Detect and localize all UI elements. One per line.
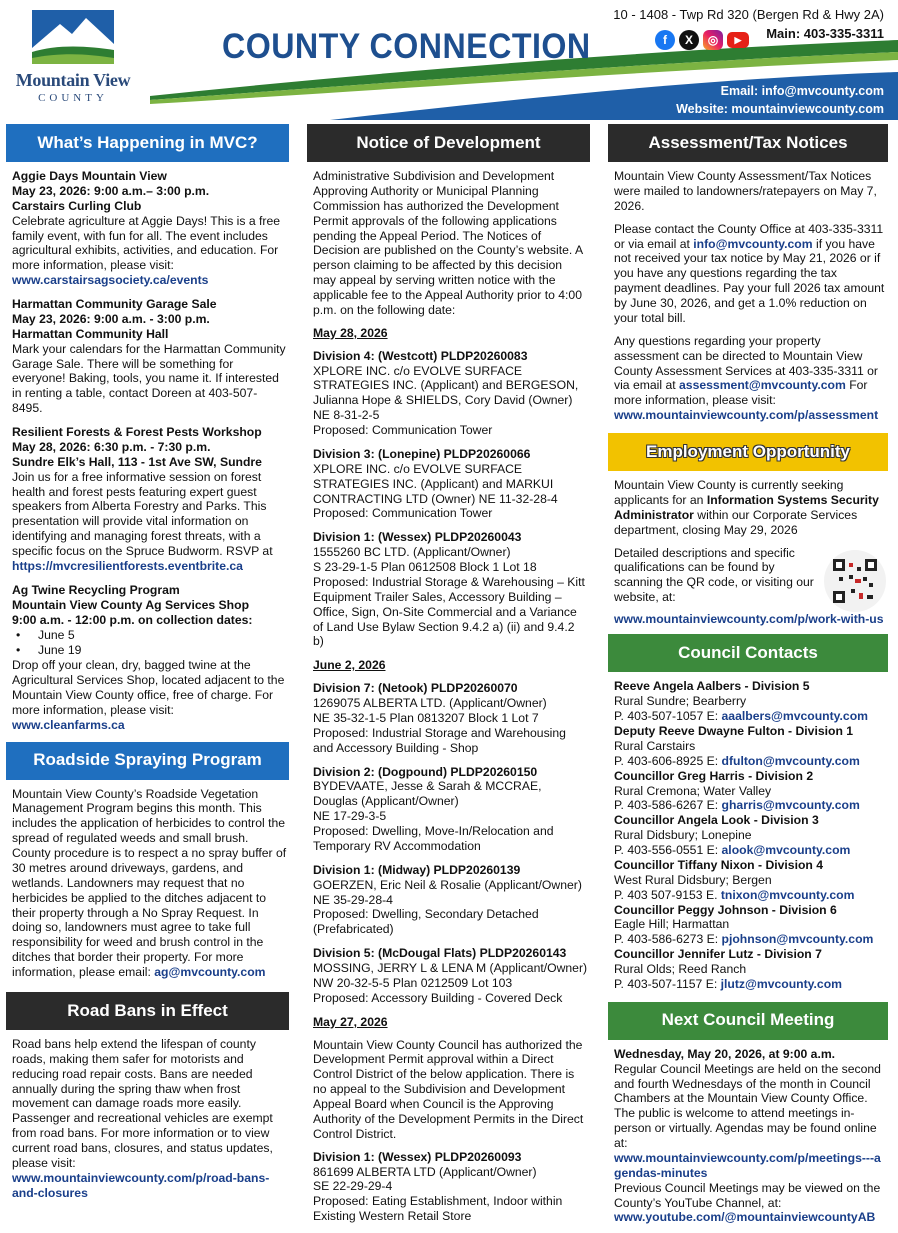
assessment-p2	[614, 222, 886, 326]
event-when: May 28, 2026: 6:30 p.m. - 7:30 p.m.	[12, 439, 211, 454]
council-contact	[614, 813, 886, 858]
instagram-icon[interactable]: ◎	[703, 30, 723, 50]
county-address: 10 - 1408 - Twp Rd 320 (Bergen Rd & Hwy 2A)	[613, 7, 884, 22]
contact-role: Councillor Peggy Johnson - Division 6	[614, 902, 837, 917]
column-middle	[307, 124, 590, 1233]
contact-email[interactable]: gharris@mvcounty.com	[721, 798, 860, 813]
x-icon[interactable]: X	[679, 30, 699, 50]
permit-item	[313, 447, 588, 521]
main-phone: Main: 403-335-3311	[766, 26, 884, 41]
facebook-icon[interactable]: f	[655, 30, 675, 50]
assessment-p3-text-end: For more information, please visit:	[614, 378, 868, 408]
event-name: Harmattan Community Garage Sale	[12, 297, 217, 311]
contact-area: Eagle Hill; Harmattan	[614, 917, 730, 932]
contact-phone: P. 403-606-8925 E:	[614, 753, 719, 768]
contact-line	[614, 888, 886, 903]
direct-control-intro: Mountain View County Council has authorized the Development Permit approval within a Direct Control District of the below application. There is no appeal to the Subdivision and Development Appeal Board when Council is the Approving Authority of the Development Permits in the Direct Control District.	[313, 1037, 584, 1141]
contact-area: Rural Didsbury; Lonepine	[614, 828, 752, 843]
council-contact	[614, 858, 886, 903]
contact-email[interactable]: dfulton@mvcounty.com	[721, 753, 860, 768]
council-contact	[614, 679, 886, 724]
contact-area: Rural Carstairs	[614, 738, 696, 753]
contact-phone: P. 403-507-1057 E:	[614, 709, 719, 724]
logo-name: Mountain View	[15, 70, 131, 90]
roadbans-body: Road bans help extend the lifespan of county roads, making them safer for motorists and reducing road repair costs. Bans are needed annually during the spring thaw when frost movement can damage roads more easily. Passenger and recreational vehicles are exempt from road bans. For more information or to view current road bans, closures, and status updates, please visit:	[12, 1036, 273, 1170]
contact-role: Councillor Angela Look - Division 3	[614, 813, 819, 828]
event-link[interactable]: www.cleanfarms.ca	[12, 717, 125, 732]
council-contact	[614, 769, 886, 814]
page-header	[0, 0, 898, 120]
event-garage-sale	[12, 297, 287, 416]
permit-heading: Division 1: (Wessex) PLDP20260093	[313, 1149, 522, 1164]
event-body: Mark your calendars for the Harmattan Community Garage Sale. There will be something for everyone! Baking, tools, you name it. If interested in renting a table, contact Doreen at 403-507-8495.	[12, 341, 286, 416]
mountain-logo-icon	[8, 6, 138, 70]
happening-heading: What’s Happening in MVC?	[6, 124, 289, 162]
event-link[interactable]: www.carstairsagsociety.ca/events	[12, 273, 209, 288]
column-left	[6, 124, 289, 1201]
assessment-p3	[614, 334, 886, 423]
roadbans-heading: Road Bans in Effect	[6, 992, 289, 1030]
permit-details: GOERZEN, Eric Neil & Rosalie (Applicant/Owner) NE 35-29-28-4 Proposed: Dwelling, Secondary Detached (Prefabricated)	[313, 877, 582, 937]
employment-link[interactable]: www.mountainviewcounty.com/p/work-with-us	[614, 611, 884, 626]
job-title: Information Systems Security Administrator	[614, 492, 879, 522]
council-contact	[614, 947, 886, 992]
meetings-link[interactable]: www.mountainviewcounty.com/p/meetings---agendas-minutes	[614, 1150, 881, 1180]
appeal-date: May 28, 2026	[313, 325, 388, 340]
spraying-body: Mountain View County’s Roadside Vegetation Management Program begins this month. This includes the application of herbicides to control the spread of regulated weeds and small brush. County procedure is to respect a no spray buffer of 30 metres around driveways, gardens, and wetlands. Landowners may request that no herbicides be applied to the ditches adjacent to their property through a No Spray Request. In doing so, landowners must agree to take full responsibility for weed and brush control in the ditches that border their property. For more information, please email:	[12, 786, 287, 979]
permit-heading: Division 3: (Lonepine) PLDP20260066	[313, 446, 531, 461]
permit-item	[313, 530, 588, 649]
contact-role: Reeve Angela Aalbers - Division 5	[614, 679, 810, 694]
event-aggie-days	[12, 169, 287, 288]
contact-phone: P. 403-586-6267 E:	[614, 798, 719, 813]
event-link[interactable]: https://mvcresilientforests.eventbrite.ca	[12, 558, 243, 573]
assessment-p1: Mountain View County Assessment/Tax Notices were mailed to landowners/ratepayers on May 7, 2026.	[614, 169, 877, 213]
contact-role: Councillor Greg Harris - Division 2	[614, 768, 814, 783]
direct-control-date: May 27, 2026	[313, 1014, 388, 1029]
collection-date: • June 5	[16, 628, 287, 643]
collection-dates	[16, 628, 287, 658]
contact-phone: P. 403-586-6273 E:	[614, 932, 719, 947]
column-right	[608, 124, 888, 1225]
event-when: May 23, 2026: 9:00 a.m. - 3:00 p.m.	[12, 311, 210, 326]
assessment-p2-text: Please contact the County Office at 403-335-3311 or via email at	[614, 221, 884, 251]
employment-heading: Employment Opportunity	[608, 433, 888, 471]
permit-heading: Division 1: (Midway) PLDP20260139	[313, 862, 521, 877]
county-logo[interactable]	[8, 6, 138, 110]
meeting-body-2: Previous Council Meetings may be viewed on the County’s YouTube Channel, at:	[614, 1180, 881, 1210]
roadbans-link[interactable]: www.mountainviewcounty.com/p/road-bans-and-closures	[12, 1170, 270, 1200]
assessment-p3-text: Any questions regarding your property assessment can be directed to Mountain View County Assessment Services at 403-335-3311 or via email at	[614, 333, 878, 393]
assessment-p2-text-end: if you have not received your tax notice by May 21, 2026 or if you have any questions regarding the tax payment deadlines. Pay your full 2026 tax amount by June 30, 2026, and get a 1.0% reduction on your total bill.	[614, 236, 885, 325]
contact-line	[614, 709, 886, 724]
event-where: Harmattan Community Hall	[12, 326, 169, 341]
youtube-link[interactable]: www.youtube.com/@mountainviewcountyAB	[614, 1210, 876, 1225]
masthead-title: COUNTY CONNECTION	[222, 27, 591, 66]
permit-item	[313, 1150, 588, 1224]
event-twine-recycling	[12, 583, 287, 733]
contact-line	[614, 798, 886, 813]
permit-heading: Division 2: (Dogpound) PLDP20260150	[313, 764, 538, 779]
permit-details: MOSSING, JERRY L & LENA M (Applicant/Owner) NW 20-32-5-5 Plan 0212509 Lot 103 Proposed: Accessory Building - Covered Deck	[313, 961, 588, 1005]
event-body: Celebrate agriculture at Aggie Days! This is a free family event, with fun for all. The event includes agricultural exhibits, activities, and education. For more information, please visit:	[12, 213, 281, 273]
permit-heading: Division 5: (McDougal Flats) PLDP20260143	[313, 946, 567, 961]
council-contact	[614, 903, 886, 948]
qr-code-icon[interactable]	[824, 550, 886, 612]
meeting-when: Wednesday, May 20, 2026, at 9:00 a.m.	[614, 1046, 836, 1061]
meeting-body: Regular Council Meetings are held on the second and fourth Wednesdays of the month in Council Chambers at the Mountain View County Office. The public is welcome to attend meetings in-person or virtually. Agendas may be found online at:	[614, 1061, 881, 1150]
employment-p1	[614, 478, 886, 538]
header-email[interactable]: Email: info@mvcounty.com	[720, 84, 884, 98]
qr-pattern-graphic	[833, 559, 877, 603]
contact-area: Rural Cremona; Water Valley	[614, 783, 772, 798]
contact-line	[614, 932, 886, 947]
contact-role: Councillor Tiffany Nixon - Division 4	[614, 857, 824, 872]
permit-item	[313, 349, 588, 438]
youtube-icon[interactable]: ▶	[727, 32, 749, 48]
contact-phone: P. 403-507-1157 E:	[614, 976, 718, 991]
permit-heading: Division 1: (Wessex) PLDP20260043	[313, 530, 522, 545]
event-name: Ag Twine Recycling Program	[12, 582, 180, 597]
event-body: Drop off your clean, dry, bagged twine at the Agricultural Services Shop, located adjacent to the Mountain View County office, free of charge. For more information, please visit:	[12, 658, 285, 717]
contact-role: Councillor Jennifer Lutz - Division 7	[614, 947, 822, 962]
event-where: Carstairs Curling Club	[12, 198, 142, 213]
permit-details: BYDEVAATE, Jesse & Sarah & MCCRAE, Douglas (Applicant/Owner) NE 17-29-3-5 Proposed: Dwelling, Move-In/Relocation and Temporary RV Accommodation	[313, 779, 554, 853]
contact-email[interactable]: jlutz@mvcounty.com	[720, 976, 842, 991]
employment-text: Mountain View County is currently seeking applicants for an	[614, 478, 844, 507]
contact-line	[614, 843, 886, 858]
employment-p2: Detailed descriptions and specific qualifications can be found by scanning the QR code, or visiting our website, at:	[614, 545, 814, 605]
permit-heading: Division 7: (Netook) PLDP20260070	[313, 681, 518, 696]
assessment-link[interactable]: www.mountainviewcounty.com/p/assessment	[614, 408, 879, 423]
meeting-heading: Next Council Meeting	[608, 1002, 888, 1040]
contact-line	[614, 754, 886, 769]
permit-heading: Division 4: (Westcott) PLDP20260083	[313, 348, 528, 363]
info-email-link[interactable]: info@mvcounty.com	[693, 236, 813, 251]
permit-item	[313, 946, 588, 1006]
development-intro: Administrative Subdivision and Development Approving Authority or Municipal Planning Commission has authorized the Development Permit approvals of the following applications pending the Appeal Period. The Notices of Decision are published on the County’s website. A person claiming to be affected by this decision may appeal by serving written notice with the applicable fee to the Appeal Authority prior to 4:00 p.m. on the following date:	[313, 169, 583, 317]
collection-date: • June 19	[16, 643, 287, 658]
contact-role: Deputy Reeve Dwayne Fulton - Division 1	[614, 724, 854, 738]
event-name: Aggie Days Mountain View	[12, 169, 167, 183]
event-when: May 23, 2026: 9:00 a.m.– 3:00 p.m.	[12, 183, 210, 198]
event-forest-workshop	[12, 425, 287, 574]
contact-email[interactable]: tnixon@mvcounty.com	[720, 887, 855, 902]
permit-details: 861699 ALBERTA LTD (Applicant/Owner) SE 22-29-29-4 Proposed: Eating Establishment, Indoor within Existing Western Retail Store	[313, 1164, 563, 1224]
social-links	[655, 30, 749, 50]
contact-line	[614, 977, 886, 992]
event-where: Sundre Elk’s Hall, 113 - 1st Ave SW, Sundre	[12, 454, 262, 469]
contacts-heading: Council Contacts	[608, 634, 888, 672]
contact-email[interactable]: pjohnson@mvcounty.com	[721, 932, 874, 947]
permit-item	[313, 681, 588, 755]
contact-phone: P. 403 507-9153 E.	[614, 887, 718, 902]
permit-item	[313, 765, 588, 854]
event-name: Resilient Forests & Forest Pests Workshop	[12, 425, 262, 439]
contact-email[interactable]: alook@mvcounty.com	[721, 843, 851, 857]
assessment-email-link[interactable]: assessment@mvcounty.com	[679, 378, 846, 393]
permit-details: 1555260 BC LTD. (Applicant/Owner) S 23-29-1-5 Plan 0612508 Block 1 Lot 18 Proposed: Industrial Storage & Warehousing – Kitt Equipment Trailer Sales, Accessory Building – Office, Sign, On-Site Commercial and a Variance of Land Use Bylaw Section 9.4.2 a) (ii) and 9.4.2 b)	[313, 545, 585, 649]
spraying-email[interactable]: ag@mvcounty.com	[154, 965, 266, 979]
contact-phone: P. 403-556-0551 E:	[614, 843, 719, 857]
council-contact	[614, 724, 886, 769]
permit-details: XPLORE INC. c/o EVOLVE SURFACE STRATEGIES INC. (Applicant) and BERGESON, Julianna Hope & SHIELDS, Cory David (Owner) NE 8-31-2-5 Proposed: Communication Tower	[313, 363, 579, 437]
assessment-heading: Assessment/Tax Notices	[608, 124, 888, 162]
employment-text-end: within our Corporate Services department, closing May 29, 2026	[614, 507, 858, 537]
logo-county: COUNTY	[38, 92, 108, 104]
header-website[interactable]: Website: mountainviewcounty.com	[676, 102, 884, 116]
permit-details: XPLORE INC. c/o EVOLVE SURFACE STRATEGIES INC. (Applicant) and MARKUI CONTRACTING LTD (Owner) NE 11-32-28-4 Proposed: Communication Tower	[313, 461, 558, 521]
contact-area: West Rural Didsbury; Bergen	[614, 872, 772, 887]
permit-item	[313, 863, 588, 937]
development-heading: Notice of Development	[307, 124, 590, 162]
spraying-heading: Roadside Spraying Program	[6, 742, 289, 780]
event-where: Mountain View County Ag Services Shop	[12, 597, 250, 612]
contact-email[interactable]: aaalbers@mvcounty.com	[721, 709, 868, 724]
appeal-date: June 2, 2026	[313, 658, 386, 673]
contact-area: Rural Sundre; Bearberry	[614, 694, 747, 709]
event-body: Join us for a free informative session on forest health and forest pests featuring expert guest speakers from Alberta Forestry and Parks. This presentation will provide vital information on identifying and managing forest threats, with a specific focus on the Spruce Budworm. RSVP at	[12, 469, 273, 558]
contact-area: Rural Olds; Reed Ranch	[614, 962, 747, 976]
permit-details: 1269075 ALBERTA LTD. (Applicant/Owner) NE 35-32-1-5 Plan 0813207 Block 1 Lot 7 Proposed: Industrial Storage and Warehousing and Accessory Building - Shop	[313, 696, 566, 755]
event-when: 9:00 a.m. - 12:00 p.m. on collection dates:	[12, 612, 253, 627]
